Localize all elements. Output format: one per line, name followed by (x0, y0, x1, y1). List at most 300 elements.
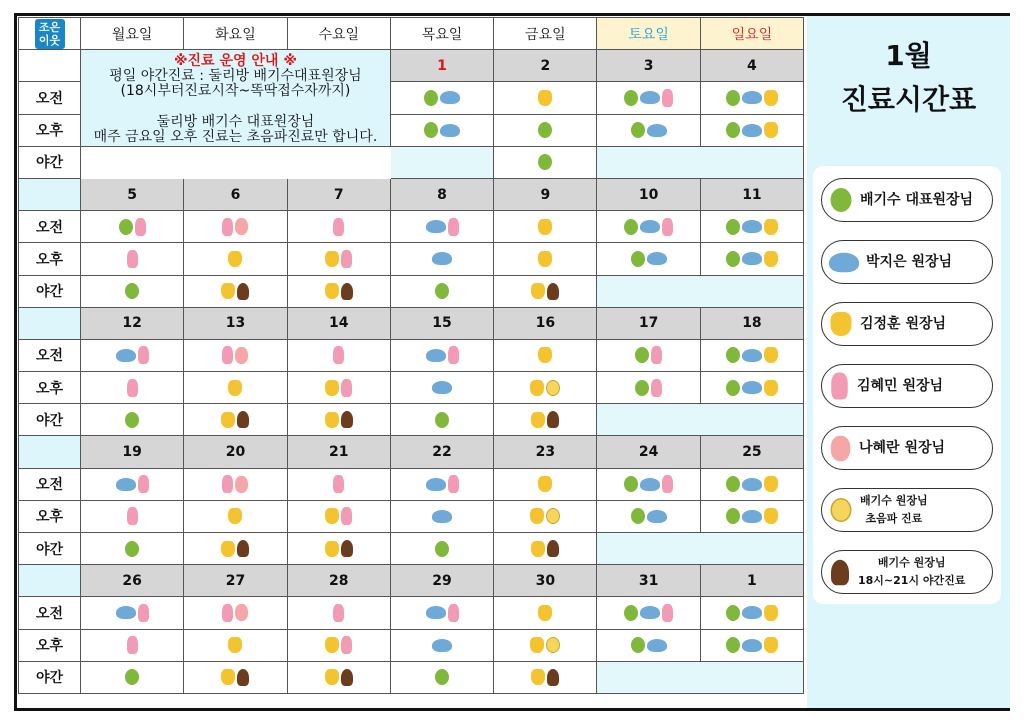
rabbit-icon (662, 89, 673, 107)
dinosaur-green-icon (631, 637, 645, 653)
schedule-cell (81, 276, 184, 308)
whale-icon (742, 124, 762, 137)
legend-label: 박지은 원장님 (866, 254, 953, 270)
weekend-blank (597, 662, 804, 694)
brown-hair-icon (237, 411, 249, 428)
schedule-cell (184, 597, 287, 629)
giraffe-icon (228, 508, 242, 524)
rabbit-icon (222, 346, 233, 364)
dinosaur-green-icon (624, 90, 638, 106)
whale-icon (640, 91, 660, 104)
brown-hair-icon (341, 411, 353, 428)
date-header: 22 (391, 436, 494, 468)
giraffe-icon (538, 476, 552, 492)
weekday-label: 수요일 (318, 26, 360, 43)
dinosaur-green-icon (125, 283, 139, 299)
side-panel (807, 16, 1010, 708)
rabbit-icon (135, 218, 146, 236)
weekday-header (288, 18, 391, 50)
dinosaur-green-icon (624, 476, 638, 492)
schedule-cell (184, 662, 287, 694)
giraffe-icon (325, 251, 339, 267)
date-header: 5 (81, 179, 184, 211)
schedule-cell (597, 372, 700, 404)
slot-label: 야간 (19, 276, 81, 308)
slot-label: 오후 (19, 243, 81, 275)
schedule-cell (391, 533, 494, 565)
giraffe-icon (764, 508, 778, 524)
dinosaur-green-icon (726, 90, 740, 106)
giraffe-icon (228, 637, 242, 653)
weekday-header (184, 18, 287, 50)
notice-line3: 둘리방 배기수 대표원장님 (156, 114, 315, 131)
weekend-blank (597, 276, 804, 308)
month-title: 1월 (885, 39, 932, 72)
schedule-cell (81, 501, 184, 533)
dinosaur-green-icon (435, 669, 449, 685)
notice-line2: (18시부터진료시작~똑딱접수자까지) (120, 83, 351, 100)
blonde-boy-icon (546, 637, 560, 653)
giraffe-icon (538, 251, 552, 267)
whale-icon (426, 606, 446, 619)
date-header: 19 (81, 436, 184, 468)
date-header: 15 (391, 308, 494, 340)
slot-label: 오후 (19, 501, 81, 533)
date-header: 14 (288, 308, 391, 340)
notice-line1: 평일 야간진료 : 둘리방 배기수대표원장님 (109, 68, 362, 85)
legend-label (860, 492, 928, 528)
schedule-cell (494, 533, 597, 565)
schedule-cell (391, 501, 494, 533)
weekday-label: 일요일 (731, 26, 773, 43)
slot-label: 오전 (19, 340, 81, 372)
dinosaur-green-icon (538, 122, 552, 138)
legend-item (821, 240, 993, 284)
rabbit-icon (448, 604, 459, 622)
giraffe-icon (538, 347, 552, 363)
slot-label: 오후 (19, 630, 81, 662)
weekday-label: 금요일 (525, 26, 566, 43)
date-header: 23 (494, 436, 597, 468)
date-header: 10 (597, 179, 700, 211)
date-row-spacer (19, 308, 81, 340)
schedule-cell (701, 469, 804, 501)
dinosaur-pink-icon (831, 435, 851, 461)
schedule-cell (184, 372, 287, 404)
blonde-boy-icon (546, 508, 560, 524)
date-header: 25 (701, 436, 804, 468)
whale-icon (440, 91, 460, 104)
date-row-spacer (19, 436, 81, 468)
schedule-cell (288, 340, 391, 372)
whale-icon (426, 220, 446, 233)
legend-label: 나혜란 원장님 (859, 440, 946, 456)
dinosaur-green-icon (624, 219, 638, 235)
rabbit-icon (138, 346, 149, 364)
giraffe-icon (764, 380, 778, 396)
whale-icon (116, 478, 136, 491)
schedule-cell (81, 597, 184, 629)
schedule-cell (701, 630, 804, 662)
date-row-spacer (19, 565, 81, 597)
rabbit-icon (127, 379, 138, 397)
rabbit-icon (127, 636, 138, 654)
schedule-grid (18, 17, 804, 694)
giraffe-icon (530, 508, 544, 524)
dinosaur-green-icon (125, 669, 139, 685)
dinosaur-pink-icon (235, 218, 248, 235)
schedule-cell (184, 501, 287, 533)
date-header: 11 (701, 179, 804, 211)
schedule-cell (494, 115, 597, 147)
giraffe-icon (325, 669, 339, 685)
legend-label-line1: 배기수 원장님 (877, 556, 946, 569)
dinosaur-green-icon (726, 251, 740, 267)
schedule-cell (391, 276, 494, 308)
schedule-cell (597, 115, 700, 147)
whale-icon (742, 478, 762, 491)
rabbit-icon (333, 346, 344, 364)
schedule-cell (184, 276, 287, 308)
schedule-cell (81, 630, 184, 662)
schedule-cell (288, 533, 391, 565)
weekend-blank (597, 404, 804, 436)
schedule-cell (184, 404, 287, 436)
dinosaur-green-icon (538, 154, 552, 170)
weekday-label: 화요일 (215, 26, 256, 43)
whale-icon (640, 478, 660, 491)
rabbit-icon (222, 475, 233, 493)
whale-icon (116, 606, 136, 619)
rabbit-icon (662, 218, 673, 236)
schedule-cell (81, 662, 184, 694)
schedule-cell (494, 597, 597, 629)
weekday-label: 목요일 (421, 26, 463, 43)
schedule-cell (81, 372, 184, 404)
date-header: 24 (597, 436, 700, 468)
dinosaur-pink-icon (235, 476, 248, 493)
giraffe-icon (221, 669, 235, 685)
dinosaur-green-icon (631, 122, 645, 138)
rabbit-icon (222, 218, 233, 236)
schedule-cell (597, 211, 700, 243)
schedule-cell (184, 469, 287, 501)
giraffe-icon (325, 380, 339, 396)
schedule-cell (494, 630, 597, 662)
whale-icon (742, 639, 762, 652)
whale-icon (742, 349, 762, 362)
giraffe-icon (325, 541, 339, 557)
whale-icon (829, 252, 859, 272)
dinosaur-green-icon (424, 122, 438, 138)
notice-box (81, 50, 391, 147)
schedule-cell (701, 243, 804, 275)
giraffe-icon (221, 541, 235, 557)
whale-icon (742, 381, 762, 394)
whale-icon (742, 252, 762, 265)
dinosaur-green-icon (125, 412, 139, 428)
giraffe-icon (764, 347, 778, 363)
schedule-cell (391, 404, 494, 436)
logo-mark (35, 19, 65, 49)
legend-label: 김혜민 원장님 (857, 378, 944, 394)
date-header: 6 (184, 179, 287, 211)
schedule-cell (597, 82, 700, 114)
giraffe-icon (228, 380, 242, 396)
rabbit-icon (333, 475, 344, 493)
schedule-cell (288, 597, 391, 629)
date-header: 30 (494, 565, 597, 597)
legend-label-line2: 초음파 진료 (865, 512, 923, 525)
date-header: 27 (184, 565, 287, 597)
schedule-cell (391, 340, 494, 372)
date-header: 31 (597, 565, 700, 597)
dinosaur-green-icon (119, 219, 133, 235)
date-header: 2 (494, 50, 597, 82)
schedule-cell (701, 340, 804, 372)
dinosaur-green-icon (726, 122, 740, 138)
whale-icon (742, 91, 762, 104)
legend-item (821, 364, 993, 408)
legend-item (821, 302, 993, 346)
schedule-cell (494, 82, 597, 114)
logo-text: 조은 (38, 20, 61, 34)
whale-icon (116, 349, 136, 362)
brown-hair-icon (547, 540, 559, 557)
dinosaur-green-icon (125, 541, 139, 557)
giraffe-icon (764, 90, 778, 106)
date-header: 1 (391, 50, 494, 82)
dinosaur-green-icon (424, 90, 438, 106)
dinosaur-green-icon (726, 476, 740, 492)
schedule-cell (701, 597, 804, 629)
rabbit-icon (138, 475, 149, 493)
schedule-cell (494, 501, 597, 533)
schedule-page (14, 13, 1010, 711)
rabbit-icon (341, 379, 352, 397)
legend-item (821, 426, 993, 470)
schedule-cell (391, 597, 494, 629)
dinosaur-green-icon (635, 380, 649, 396)
weekday-label: 토요일 (628, 26, 669, 43)
logo (19, 18, 81, 50)
slot-label: 야간 (19, 533, 81, 565)
schedule-cell (494, 340, 597, 372)
dinosaur-pink-icon (235, 604, 248, 621)
giraffe-icon (764, 251, 778, 267)
schedule-cell (494, 404, 597, 436)
schedule-cell (81, 243, 184, 275)
schedule-cell (494, 147, 597, 179)
legend-label (858, 554, 965, 590)
schedule-cell (494, 211, 597, 243)
date-header: 26 (81, 565, 184, 597)
schedule-cell (288, 404, 391, 436)
legend-item (821, 550, 993, 594)
schedule-cell (391, 630, 494, 662)
brown-hair-icon (237, 669, 249, 686)
schedule-cell (701, 115, 804, 147)
legend-item (821, 178, 993, 222)
whale-icon (432, 381, 452, 394)
slot-label: 오전 (19, 211, 81, 243)
weekday-header (391, 18, 494, 50)
dinosaur-green-icon (631, 251, 645, 267)
rabbit-icon (448, 218, 459, 236)
brown-hair-icon (831, 559, 849, 585)
schedule-cell (494, 243, 597, 275)
schedule-cell (597, 597, 700, 629)
rabbit-icon (341, 636, 352, 654)
schedule-cell (288, 630, 391, 662)
blonde-boy-icon (546, 380, 560, 396)
weekend-blank (597, 533, 804, 565)
schedule-cell (184, 630, 287, 662)
rabbit-icon (831, 373, 848, 400)
slot-label: 야간 (19, 404, 81, 436)
notice-title: ※진료 운영 안내 ※ (173, 53, 297, 70)
whale-icon (432, 252, 452, 265)
giraffe-icon (831, 312, 852, 336)
schedule-cell (288, 276, 391, 308)
schedule-cell (184, 211, 287, 243)
date-header: 17 (597, 308, 700, 340)
legend-label: 배기수 대표원장님 (860, 192, 974, 208)
dinosaur-pink-icon (235, 347, 248, 364)
schedule-cell (81, 340, 184, 372)
whale-icon (440, 124, 460, 137)
date-header: 8 (391, 179, 494, 211)
giraffe-icon (531, 283, 545, 299)
giraffe-icon (221, 412, 235, 428)
legend-label-line1: 배기수 원장님 (860, 494, 928, 507)
schedule-cell (81, 469, 184, 501)
schedule-cell (391, 82, 494, 114)
giraffe-icon (764, 637, 778, 653)
dinosaur-green-icon (726, 219, 740, 235)
schedule-cell (701, 501, 804, 533)
rabbit-icon (662, 604, 673, 622)
page-title (807, 34, 1010, 122)
date-header: 28 (288, 565, 391, 597)
brown-hair-icon (237, 283, 249, 300)
doctor-legend (813, 166, 1001, 604)
date-row-spacer (19, 179, 81, 211)
brown-hair-icon (341, 540, 353, 557)
giraffe-icon (531, 412, 545, 428)
giraffe-icon (764, 219, 778, 235)
slot-label: 야간 (19, 662, 81, 694)
schedule-cell (391, 147, 494, 179)
schedule-cell (288, 662, 391, 694)
rabbit-icon (222, 604, 233, 622)
giraffe-icon (530, 637, 544, 653)
whale-icon (742, 220, 762, 233)
weekday-label: 월요일 (111, 26, 153, 43)
brown-hair-icon (547, 411, 559, 428)
slot-label: 오전 (19, 597, 81, 629)
giraffe-icon (228, 251, 242, 267)
schedule-cell (288, 211, 391, 243)
schedule-cell (288, 469, 391, 501)
schedule-cell (391, 243, 494, 275)
whale-icon (742, 606, 762, 619)
schedule-cell (494, 276, 597, 308)
giraffe-icon (764, 476, 778, 492)
schedule-cell (701, 211, 804, 243)
whale-icon (432, 639, 452, 652)
weekday-header (494, 18, 597, 50)
whale-icon (742, 510, 762, 523)
date-header: 13 (184, 308, 287, 340)
dinosaur-green-icon (726, 508, 740, 524)
dinosaur-green-icon (726, 347, 740, 363)
logo-text: 이웃 (38, 33, 61, 47)
rabbit-icon (651, 379, 662, 397)
brown-hair-icon (341, 283, 353, 300)
date-header: 1 (701, 565, 804, 597)
giraffe-icon (531, 541, 545, 557)
whale-icon (647, 124, 667, 137)
giraffe-icon (221, 283, 235, 299)
dinosaur-green-icon (435, 283, 449, 299)
dinosaur-green-icon (831, 188, 852, 212)
schedule-cell (597, 340, 700, 372)
brown-hair-icon (341, 669, 353, 686)
brown-hair-icon (547, 669, 559, 686)
date-row-spacer (19, 50, 81, 82)
notice-line4: 매주 금요일 오후 진료는 초음파진료만 합니다. (93, 129, 378, 146)
dinosaur-green-icon (435, 412, 449, 428)
giraffe-icon (764, 122, 778, 138)
rabbit-icon (333, 218, 344, 236)
date-header: 29 (391, 565, 494, 597)
dinosaur-green-icon (624, 605, 638, 621)
slot-label: 오후 (19, 115, 81, 147)
giraffe-icon (531, 669, 545, 685)
giraffe-icon (530, 380, 544, 396)
dinosaur-green-icon (726, 637, 740, 653)
schedule-cell (701, 82, 804, 114)
whale-icon (647, 252, 667, 265)
slot-label: 오전 (19, 469, 81, 501)
schedule-cell (184, 243, 287, 275)
schedule-cell (597, 243, 700, 275)
weekday-header (81, 18, 184, 50)
whale-icon (647, 510, 667, 523)
giraffe-icon (538, 90, 552, 106)
schedule-cell (597, 469, 700, 501)
whale-icon (647, 639, 667, 652)
giraffe-icon (764, 605, 778, 621)
schedule-cell (288, 501, 391, 533)
date-header: 18 (701, 308, 804, 340)
schedule-cell (391, 662, 494, 694)
date-header: 9 (494, 179, 597, 211)
slot-label: 오후 (19, 372, 81, 404)
whale-icon (426, 478, 446, 491)
legend-label-line2: 18시~21시 야간진료 (858, 574, 966, 587)
rabbit-icon (333, 604, 344, 622)
dinosaur-green-icon (635, 347, 649, 363)
rabbit-icon (341, 250, 352, 268)
date-header: 3 (597, 50, 700, 82)
weekday-header (597, 18, 700, 50)
schedule-cell (494, 469, 597, 501)
whale-icon (432, 510, 452, 523)
rabbit-icon (448, 346, 459, 364)
date-header: 21 (288, 436, 391, 468)
